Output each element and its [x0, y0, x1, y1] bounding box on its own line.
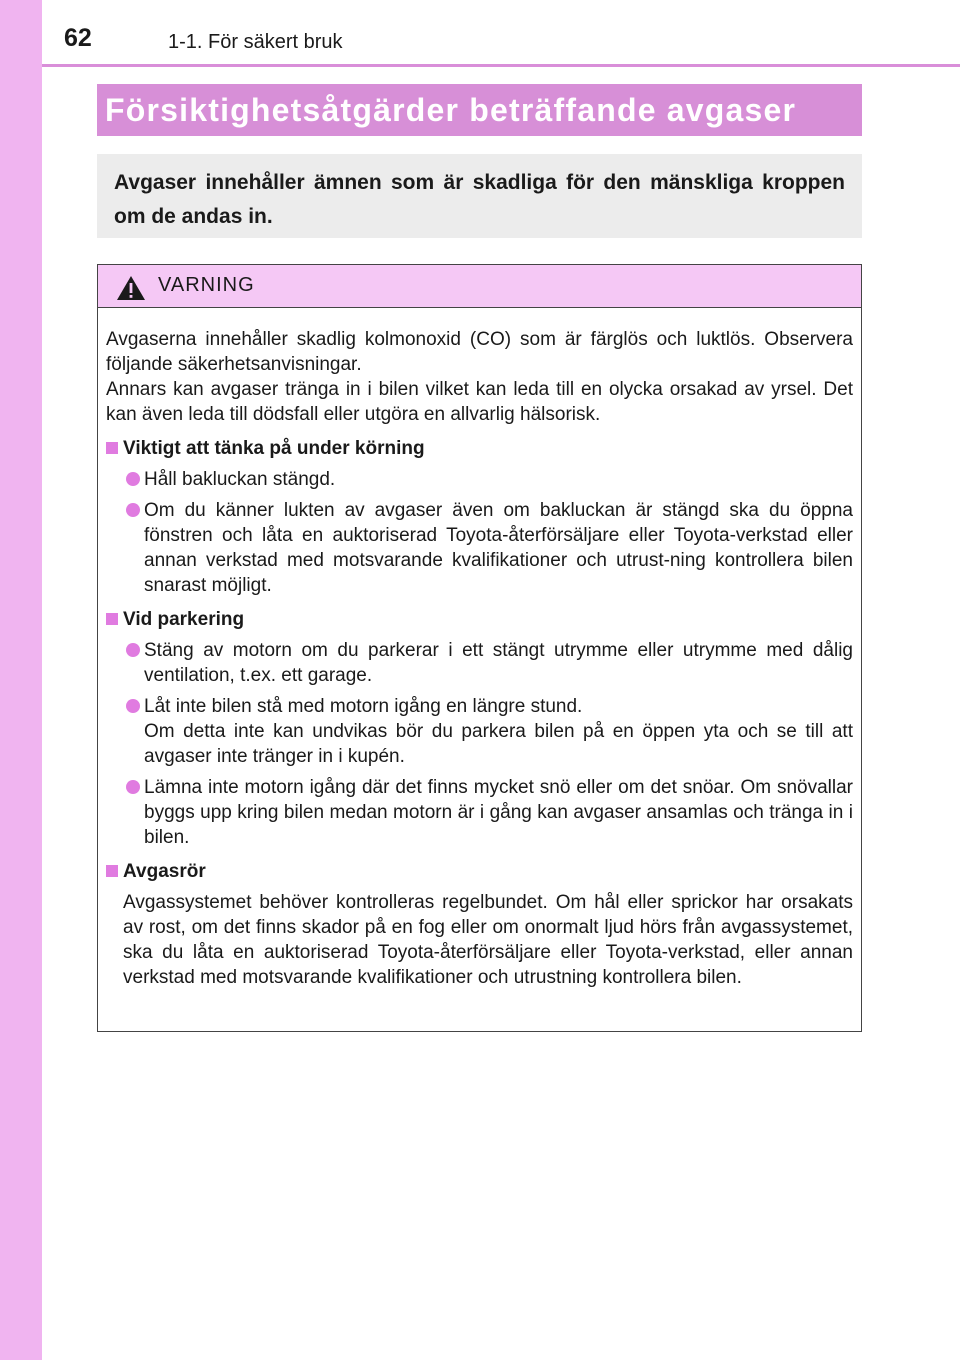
list-item [106, 638, 853, 688]
dot-bullet-icon [126, 699, 140, 713]
section-heading-text: Avgasrör [123, 861, 206, 882]
dot-bullet-icon [126, 643, 140, 657]
list-item-text-continued: Om detta inte kan undvikas bör du parkera bilen på en öppen yta och se till att avgaser inte tränger in i kupén. [144, 721, 853, 767]
title-banner [97, 84, 862, 136]
warning-label: VARNING [158, 274, 255, 296]
list-item-text: Om du känner lukten av avgaser även om bakluckan är stängd ska du öppna fönstren och låta en auktoriserad Toyota-återförsäljare eller Toyota-verkstad eller annan verkstad med motsvarande kvalifikationer och utrust-ning kontrollera bilen snarast möjligt. [144, 500, 853, 596]
section-header: 1-1. För säkert bruk [168, 31, 343, 53]
warning-body [98, 308, 861, 990]
section-heading-driving [106, 436, 853, 461]
list-item-text: Lämna inte motorn igång där det finns mycket snö eller om det snöar. Om snövallar byggs upp kring bilen medan motorn är i gång kan avgaser ansamlas och tränga in i bilen. [144, 777, 853, 848]
list-item [106, 694, 853, 769]
section-heading-text: Viktigt att tänka på under körning [123, 438, 425, 459]
square-bullet-icon [106, 442, 118, 454]
list-item-text: Håll bakluckan stängd. [144, 469, 336, 490]
list-item [106, 467, 853, 492]
header-rule [42, 64, 960, 67]
list-item [106, 498, 853, 598]
intro-box: Avgaser innehåller ämnen som är skadliga för den mänskliga kroppen om de andas in. [97, 154, 862, 238]
section-heading-parking [106, 607, 853, 632]
left-color-strip [0, 0, 42, 1360]
warning-box [97, 264, 862, 1032]
warning-triangle-icon [116, 275, 146, 301]
warning-intro-line-1: Avgaserna innehåller skadlig kolmonoxid (CO) som är färglös och luktlös. Observera följande säkerhetsanvisningar. [106, 329, 853, 375]
list-item-text: Låt inte bilen stå med motorn igång en längre stund. [144, 696, 583, 717]
square-bullet-icon [106, 613, 118, 625]
warning-intro-line-2: Annars kan avgaser tränga in i bilen vilket kan leda till en olycka orsakad av yrsel. Det kan även leda till dödsfall eller utgöra en allvarlig hälsorisk. [106, 379, 853, 425]
dot-bullet-icon [126, 503, 140, 517]
page-title: Försiktighetsåtgärder beträffande avgaser [105, 91, 797, 128]
list-item [106, 775, 853, 850]
warning-header [98, 265, 861, 308]
square-bullet-icon [106, 865, 118, 877]
page-number: 62 [64, 24, 92, 52]
dot-bullet-icon [126, 780, 140, 794]
section-heading-exhaust-pipe [106, 859, 853, 884]
exhaust-pipe-paragraph: Avgassystemet behöver kontrolleras regelbundet. Om hål eller sprickor har orsakats av rost, om det finns skador på en fog eller om onormalt ljud hörs från avgassystemet, ska du låta en auktoriserad Toyota-återförsäljare eller Toyota-verkstad, eller annan verkstad med motsvarande kvalifikationer och utrustning kontrollera bilen. [123, 892, 853, 988]
section-heading-text: Vid parkering [123, 609, 245, 630]
dot-bullet-icon [126, 472, 140, 486]
warning-intro [106, 327, 853, 427]
list-item-text: Stäng av motorn om du parkerar i ett stängt utrymme eller utrymme med dålig ventilation, t.ex. ett garage. [144, 640, 853, 686]
